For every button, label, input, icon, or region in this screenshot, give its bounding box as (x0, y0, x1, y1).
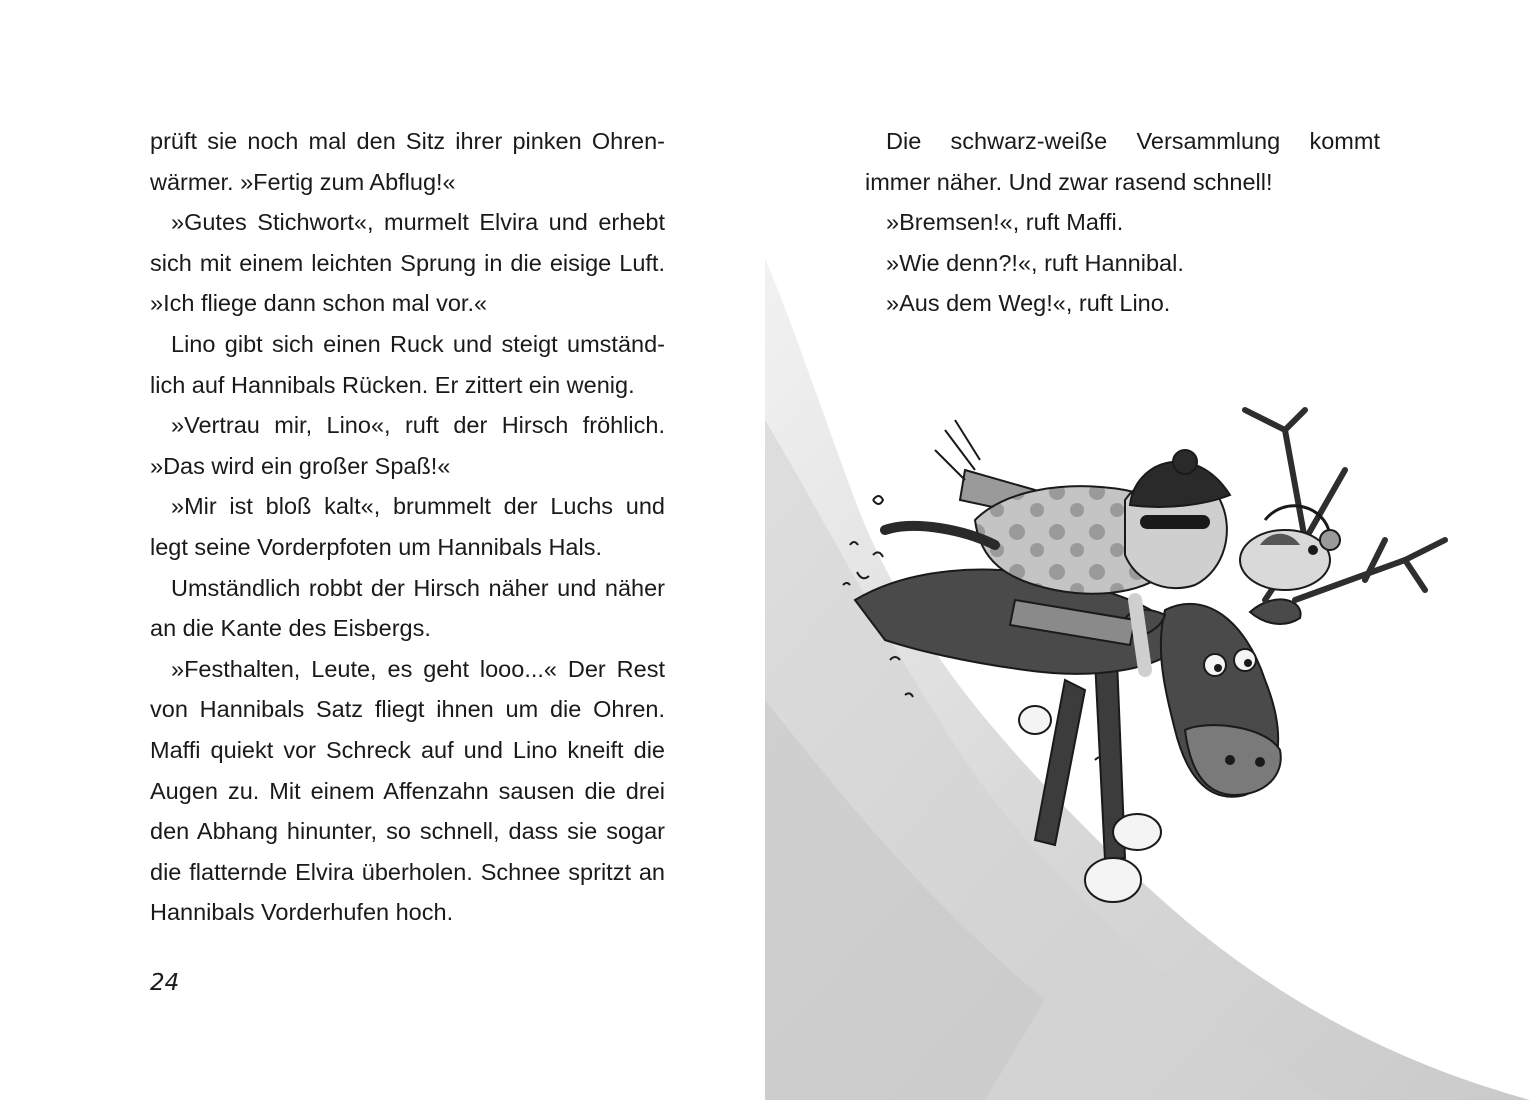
paragraph: Umständlich robbt der Hirsch näher und näher an die Kante des Eisbergs. (150, 574, 665, 642)
paragraph: »Gutes Stichwort«, murmelt Elvira und erhebt sich mit einem leichten Sprung in die eisige Luft. »Ich fliege dann schon mal vor.« (150, 209, 665, 317)
paragraph: »Mir ist bloß kalt«, brummelt der Luchs und legt seine Vorderpfoten um Hannibals Hals. (150, 493, 665, 560)
paragraph: prüft sie noch mal den Sitz ihrer pinken Ohren-wärmer. »Fertig zum Abflug!« (150, 128, 665, 195)
paragraph: Die schwarz-weiße Versammlung kommt immer näher. Und zwar rasend schnell! (865, 128, 1380, 195)
right-page-text (865, 121, 1380, 324)
page-number: 24 (150, 970, 180, 996)
paragraph: »Bremsen!«, ruft Maffi. (886, 209, 1124, 236)
paragraph: »Wie denn?!«, ruft Hannibal. (886, 249, 1184, 276)
paragraph: »Festhalten, Leute, es geht looo...« Der Rest von Hannibals Satz fliegt ihnen um die Ohren. Maffi quiekt vor Schreck auf und Lino kneift die Augen zu. Mit einem Affenzahn sausen die drei den Abhang hinunter, so schnell, dass sie sogar die flatternde Elvira überholen. Schnee spritzt an Hannibals Vorderhufen hoch. (150, 655, 665, 926)
paragraph: Lino gibt sich einen Ruck und steigt umständ-lich auf Hannibals Rücken. Er zittert ein wenig. (150, 330, 665, 398)
paragraph: »Aus dem Weg!«, ruft Lino. (886, 290, 1171, 317)
guinea-pig (1240, 506, 1340, 590)
left-page-text (150, 121, 665, 933)
right-page (765, 0, 1530, 1100)
paragraph: »Vertrau mir, Lino«, ruft der Hirsch fröhlich. »Das wird ein großer Spaß!« (150, 412, 665, 479)
